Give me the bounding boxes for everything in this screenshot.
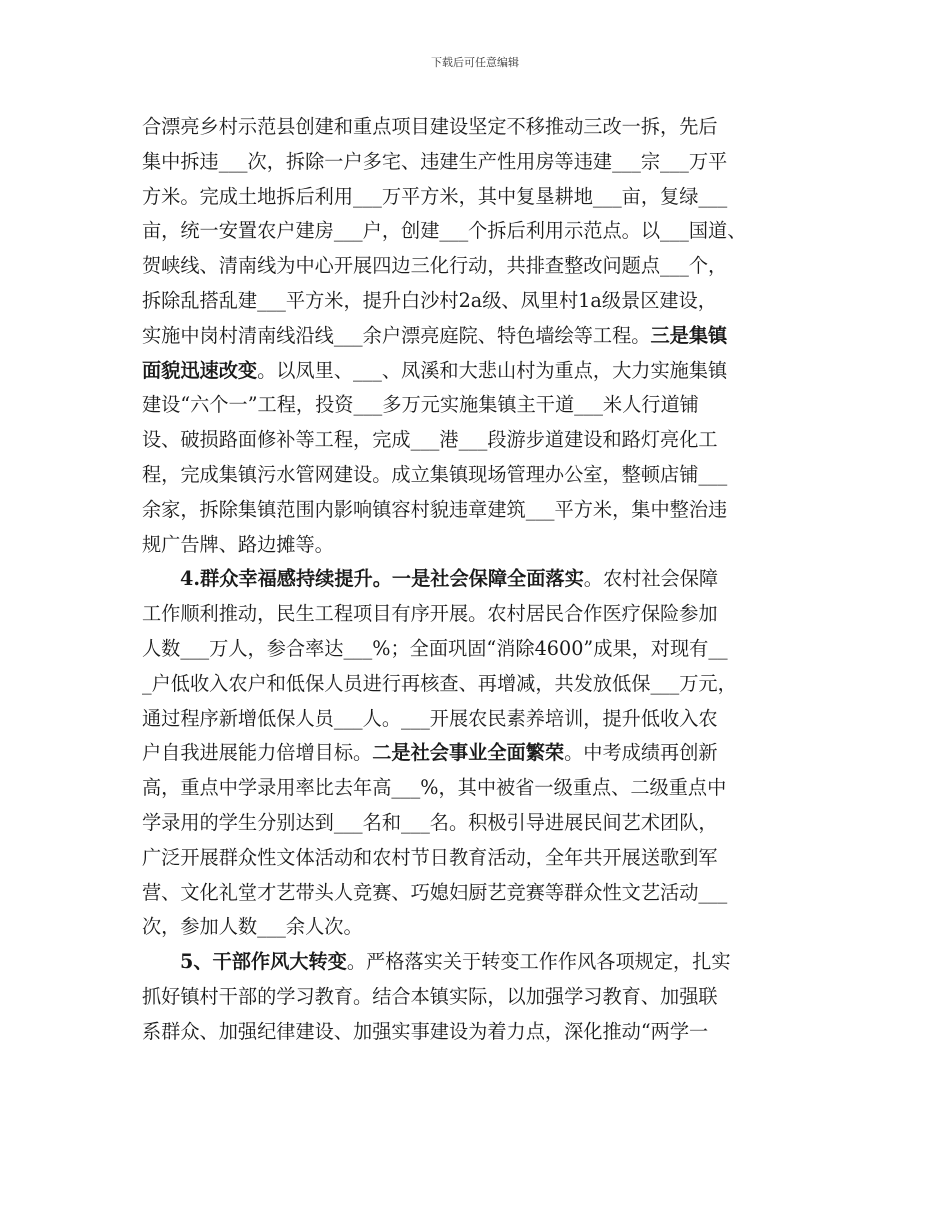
bold-heading: 面貌迅速改变	[142, 358, 258, 382]
text-line: 人数___万人，参合率达___%；全面巩固“消除4600”成果，对现有__	[142, 636, 728, 660]
text-line: 面貌迅速改变。以凤里、___、凤溪和大悲山村为重点，大力实施集镇	[142, 358, 728, 382]
text-line: 学录用的学生分别达到___名和___名。积极引导进展民间艺术团队，	[142, 810, 718, 834]
text-line: 建设“六个一”工程，投资___多万元实施集镇主干道___米人行道铺	[142, 393, 699, 417]
section-heading-4: 4.群众幸福感持续提升。一是社会保障全面落实	[180, 567, 584, 591]
bold-heading: 三是集镇	[650, 323, 728, 347]
page-header: 下载后可任意编辑	[431, 56, 519, 69]
text-line: 高，重点中学录用率比去年高___%，其中被省一级重点、二级重点中	[142, 776, 727, 800]
text-line: 营、文化礼堂才艺带头人竞赛、巧媳妇厨艺竞赛等群众性文艺活动___	[142, 880, 728, 904]
text-line: 4.群众幸福感持续提升。一是社会保障全面落实。农村社会保障	[180, 567, 719, 591]
text-line: 程，完成集镇污水管网建设。成立集镇现场管理办公室，整顿店铺___	[142, 462, 728, 486]
text-line: 实施中岗村清南线沿线___余户漂亮庭院、特色墙绘等工程。三是集镇	[142, 323, 728, 347]
text-line: 设、破损路面修补等工程，完成___港___段游步道建设和路灯亮化工	[142, 428, 718, 452]
text-line: 次，参加人数___余人次。	[142, 915, 363, 939]
text-line: 方米。完成土地拆后利用___万平方米，其中复垦耕地___亩，复绿___	[142, 184, 728, 208]
text-line: 集中拆违___次，拆除一户多宅、违建生产性用房等违建___宗___万平	[142, 149, 728, 173]
text-line: 抓好镇村干部的学习教育。结合本镇实际，以加强学习教育、加强联	[142, 984, 718, 1008]
text-line: 拆除乱搭乱建___平方米，提升白沙村2a级、凤里村1a级景区建设，	[142, 288, 717, 312]
text-line: 规广告牌、路边摊等。	[142, 532, 334, 556]
text-line: 余家，拆除集镇范围内影响镇容村貌违章建筑___平方米，集中整治违	[142, 497, 728, 521]
text-line: 户自我进展能力倍增目标。二是社会事业全面繁荣。中考成绩再创新	[142, 741, 718, 765]
section-heading-5: 5、干部作风大转变	[180, 950, 347, 974]
text-line: 系群众、加强纪律建设、加强实事建设为着力点，深化推动“两学一	[142, 1019, 709, 1043]
text-line: 贺峡线、清南线为中心开展四边三化行动，共排查整改问题点___个，	[142, 254, 728, 278]
text-line: 合漂亮乡村示范县创建和重点项目建设坚定不移推动三改一拆，先后	[142, 115, 718, 138]
text-line: 5、干部作风大转变。严格落实关于转变工作作风各项规定，扎实	[180, 950, 731, 974]
text-line: _户低收入农户和低保人员进行再核查、再增减，共发放低保___万元，	[142, 671, 737, 695]
text-line: 工作顺利推动，民生工程项目有序开展。农村居民合作医疗保险参加	[142, 602, 718, 626]
bold-heading: 二是社会事业全面繁荣	[372, 741, 565, 765]
text-line: 亩，统一安置农户建房___户，创建___个拆后利用示范点。以___国道、	[142, 219, 747, 243]
document-body	[142, 110, 814, 1050]
text-line: 广泛开展群众性文体活动和农村节日教育活动，全年共开展送歌到军	[142, 845, 718, 869]
text-line: 通过程序新增低保人员___人。___开展农民素养培训，提升低收入农	[142, 706, 718, 730]
